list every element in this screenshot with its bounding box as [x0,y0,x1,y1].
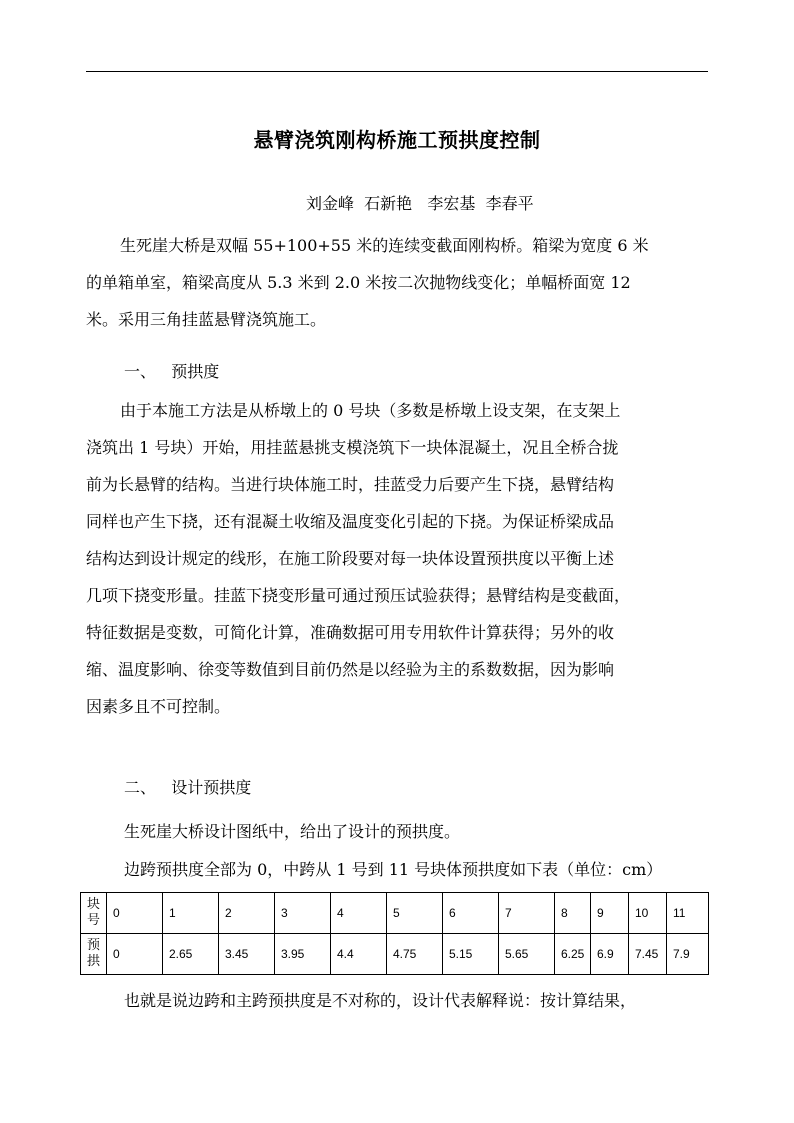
table-cell: 6.25 [555,934,591,975]
table-cell: 2 [219,893,275,934]
section-1-line: 结构达到设计规定的线形，在施工阶段要对每一块体设置预拱度以平衡上述 [86,549,615,568]
table-cell: 1 [163,893,219,934]
table-cell: 5.15 [443,934,499,975]
table-cell: 6 [443,893,499,934]
table-cell: 11 [667,893,709,934]
table-cell: 3.95 [275,934,331,975]
section-2-line: 边跨预拱度全部为 0，中跨从 1 号到 11 号块体预拱度如下表（单位：cm） [124,860,663,879]
section-2-heading [124,775,251,798]
intro-line: 的单箱单室，箱梁高度从 5.3 米到 2.0 米按二次抛物线变化；单幅桥面宽 12 [86,273,631,292]
table-cell: 3.45 [219,934,275,975]
table-cell: 10 [629,893,667,934]
section-1-title: 预拱度 [171,362,220,381]
section-1-paragraph [86,392,708,725]
table-row [81,893,709,934]
section-1-line: 缩、温度影响、徐变等数值到目前仍然是以经验为主的系数数据，因为影响 [86,660,615,679]
section-1-heading [124,359,219,382]
table-cell: 6.9 [591,934,629,975]
row-header-camber: 预拱 [81,934,107,975]
table-cell: 0 [107,934,163,975]
section-2-number: 二、 [124,778,157,797]
table-cell: 4.4 [331,934,387,975]
row-header-block: 块号 [81,893,107,934]
table-cell: 8 [555,893,591,934]
table-cell: 7.9 [667,934,709,975]
section-1-line: 由于本施工方法是从桥墩上的 0 号块（多数是桥墩上设支架，在支架上 [120,401,621,420]
closing-line: 也就是说边跨和主跨预拱度是不对称的，设计代表解释说：按计算结果， [124,991,637,1010]
table-cell: 3 [275,893,331,934]
table-row [81,934,709,975]
table-cell: 5.65 [499,934,555,975]
precamber-table [80,892,709,975]
table-cell: 4 [331,893,387,934]
section-1-line: 浇筑出 1 号块）开始，用挂蓝悬挑支模浇筑下一块体混凝土，况且全桥合拢 [86,438,619,457]
section-1-line: 特征数据是变数，可简化计算，准确数据可用专用软件计算获得；另外的收 [86,623,615,642]
header-rule [86,71,708,72]
section-1-line: 同样也产生下挠，还有混凝土收缩及温度变化引起的下挠。为保证桥梁成品 [86,512,615,531]
table-cell: 4.75 [387,934,443,975]
section-1-line: 因素多且不可控制。 [86,697,231,716]
section-2-title: 设计预拱度 [171,778,252,797]
table-cell: 5 [387,893,443,934]
table-cell: 7.45 [629,934,667,975]
table-cell: 9 [591,893,629,934]
section-1-line: 前为长悬臂的结构。当进行块体施工时，挂蓝受力后要产生下挠，悬臂结构 [86,475,615,494]
section-1-number: 一、 [124,362,157,381]
table-cell: 0 [107,893,163,934]
intro-line: 生死崖大桥是双幅 55+100+55 米的连续变截面刚构桥。箱梁为宽度 6 米 [120,236,649,255]
table-cell: 2.65 [163,934,219,975]
intro-line: 米。采用三角挂蓝悬臂浇筑施工。 [86,310,327,329]
document-title: 悬臂浇筑刚构桥施工预拱度控制 [253,128,541,152]
section-2-line: 生死崖大桥设计图纸中，给出了设计的预拱度。 [124,822,461,841]
authors: 刘金峰 石新艳 李宏基 李春平 [306,194,534,213]
intro-paragraph [86,227,708,338]
section-1-line: 几项下挠变形量。挂蓝下挠变形量可通过预压试验获得；悬臂结构是变截面， [86,586,631,605]
table-cell: 7 [499,893,555,934]
